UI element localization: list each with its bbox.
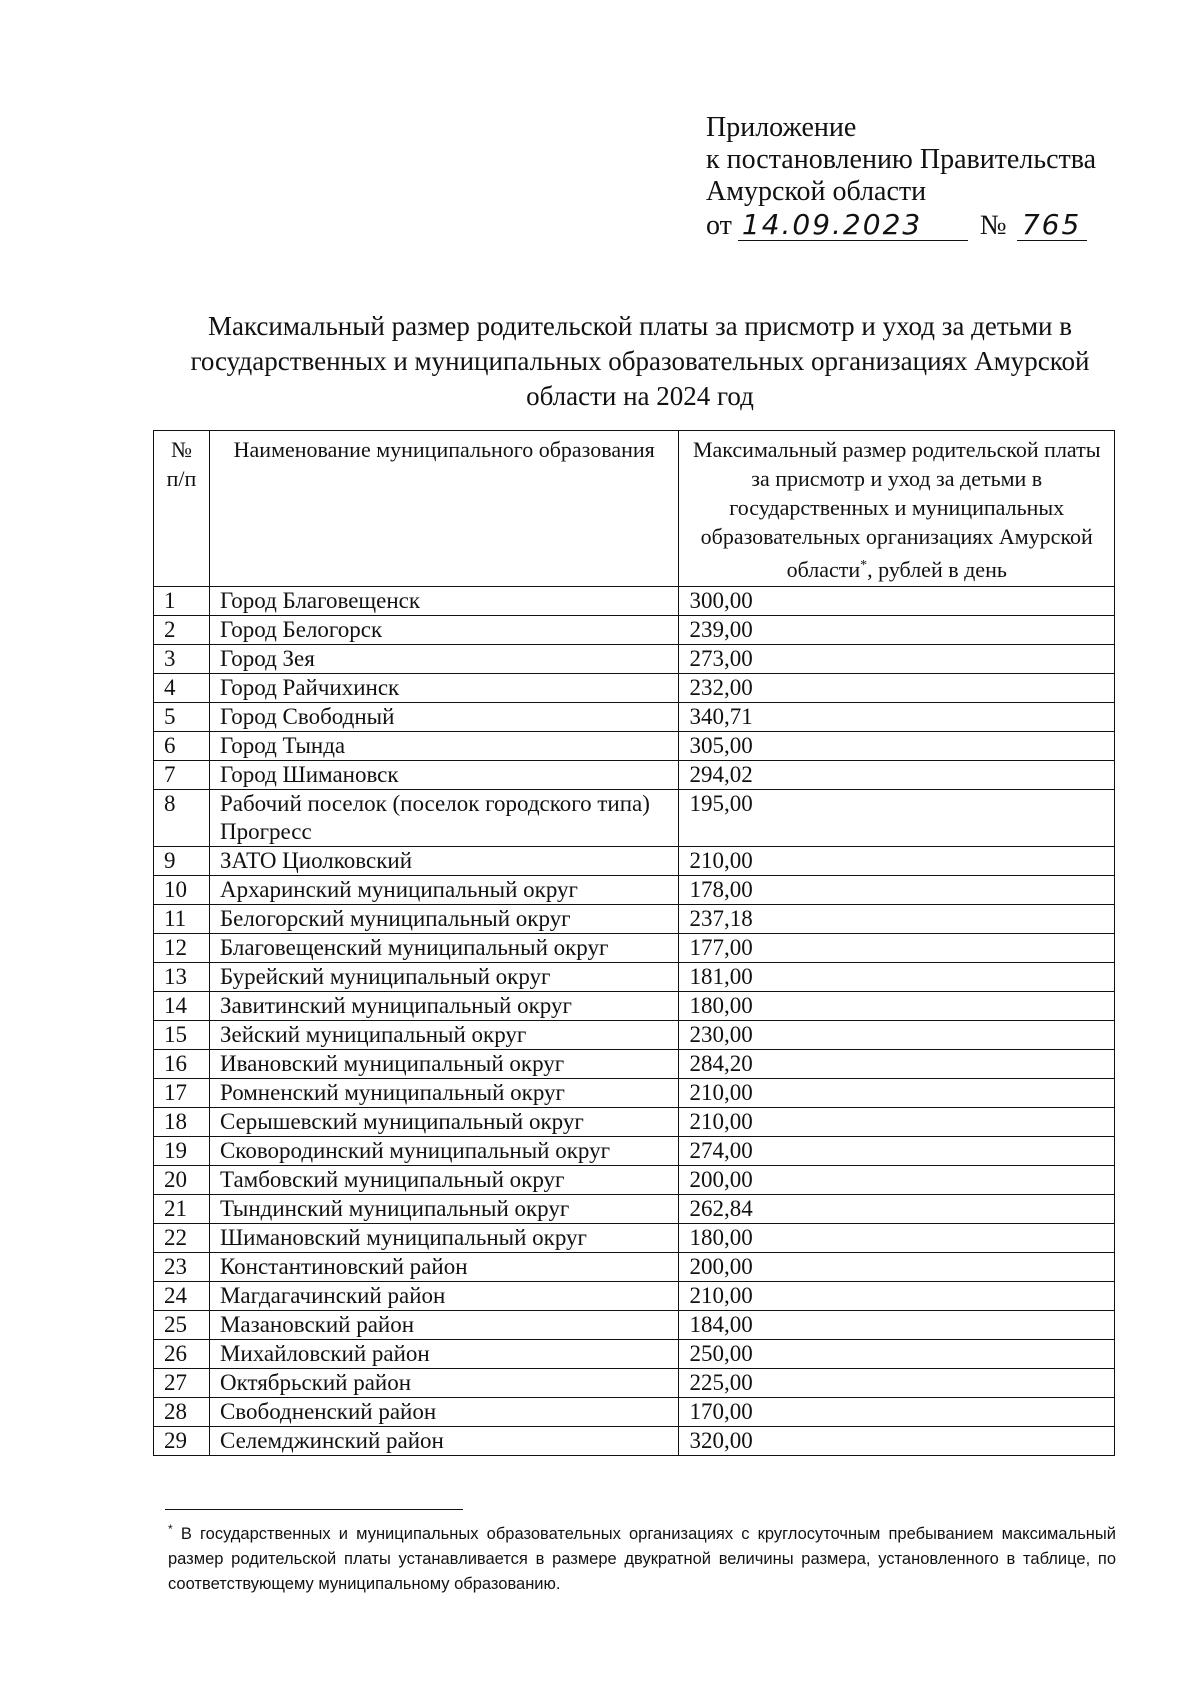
appendix-line-1: Приложение: [706, 112, 857, 143]
header-num: [154, 431, 210, 587]
table-row: [154, 587, 1115, 616]
cell-num: 11: [154, 905, 210, 934]
cell-fee: 320,00: [679, 1427, 1115, 1456]
cell-num: 24: [154, 1282, 210, 1311]
table-header-row: [154, 431, 1115, 587]
table-row: [154, 1137, 1115, 1166]
footnote-text: В государственных и муниципальных образовательных организациях с круглосуточным пребыванием максимальный размер родительской платы устанавливается в размере двукратной величины размера, установленного в таблице, по соответствующему муниципальному образованию.: [168, 1525, 1116, 1593]
cell-fee: 210,00: [679, 1079, 1115, 1108]
cell-num: 28: [154, 1398, 210, 1427]
cell-name: Ромненский муниципальный округ: [209, 1079, 679, 1108]
cell-name: Михайловский район: [209, 1340, 679, 1369]
table-row: [154, 1340, 1115, 1369]
cell-name: Город Шимановск: [209, 761, 679, 790]
cell-name: Серышевский муниципальный округ: [209, 1108, 679, 1137]
appendix-header: [706, 112, 1166, 242]
cell-name: Благовещенский муниципальный округ: [209, 934, 679, 963]
cell-fee: 178,00: [679, 876, 1115, 905]
cell-name: Зейский муниципальный округ: [209, 1021, 679, 1050]
cell-name: Октябрьский район: [209, 1369, 679, 1398]
table-row: [154, 761, 1115, 790]
table-row: [154, 934, 1115, 963]
header-fee: [679, 431, 1115, 587]
cell-num: 3: [154, 645, 210, 674]
cell-fee: 177,00: [679, 934, 1115, 963]
cell-name: Магдагачинский район: [209, 1282, 679, 1311]
cell-num: 29: [154, 1427, 210, 1456]
cell-num: 4: [154, 674, 210, 703]
table-row: [154, 1108, 1115, 1137]
table-row: [154, 674, 1115, 703]
table-row: [154, 1195, 1115, 1224]
cell-fee: 200,00: [679, 1253, 1115, 1282]
header-name-label: Наименование муниципального образования: [233, 437, 655, 462]
table-row: [154, 1369, 1115, 1398]
table-row: [154, 1079, 1115, 1108]
order-reference: [706, 210, 1166, 242]
cell-num: 14: [154, 992, 210, 1021]
table-row: [154, 616, 1115, 645]
cell-num: 13: [154, 963, 210, 992]
footnote: [168, 1517, 1116, 1597]
table-row: [154, 905, 1115, 934]
footnote-mark: *: [860, 558, 868, 573]
table-row: [154, 645, 1115, 674]
cell-name: Константиновский район: [209, 1253, 679, 1282]
cell-fee: 300,00: [679, 587, 1115, 616]
footnote-divider: [165, 1509, 463, 1510]
appendix-line-2: к постановлению Правительства: [706, 144, 1097, 175]
footnote-mark-bottom: *: [168, 1522, 173, 1536]
cell-fee: 273,00: [679, 645, 1115, 674]
table-row: [154, 1224, 1115, 1253]
cell-name: Свободненский район: [209, 1398, 679, 1427]
cell-num: 21: [154, 1195, 210, 1224]
cell-name: Ивановский муниципальный округ: [209, 1050, 679, 1079]
cell-num: 5: [154, 703, 210, 732]
cell-num: 12: [154, 934, 210, 963]
table-row: [154, 1427, 1115, 1456]
cell-name: Тындинский муниципальный округ: [209, 1195, 679, 1224]
cell-num: 15: [154, 1021, 210, 1050]
cell-fee: 225,00: [679, 1369, 1115, 1398]
document-title: Максимальный размер родительской платы за присмотр и уход за детьми в государственных и муниципальных образовательных организациях Амурской области на 2024 год: [190, 311, 1090, 411]
cell-num: 18: [154, 1108, 210, 1137]
cell-name: Селемджинский район: [209, 1427, 679, 1456]
table-row: [154, 1311, 1115, 1340]
cell-num: 2: [154, 616, 210, 645]
table-row: [154, 732, 1115, 761]
cell-fee: 200,00: [679, 1166, 1115, 1195]
cell-fee: 210,00: [679, 1108, 1115, 1137]
handwritten-number: 765: [1017, 210, 1087, 241]
cell-fee: 181,00: [679, 963, 1115, 992]
table-row: [154, 876, 1115, 905]
cell-num: 26: [154, 1340, 210, 1369]
handwritten-date: 14.09.2023: [738, 210, 968, 241]
cell-name: Мазановский район: [209, 1311, 679, 1340]
cell-name: Сковородинский муниципальный округ: [209, 1137, 679, 1166]
cell-name: Город Белогорск: [209, 616, 679, 645]
cell-fee: 340,71: [679, 703, 1115, 732]
cell-num: 8: [154, 790, 210, 847]
cell-num: 6: [154, 732, 210, 761]
date-prefix: от: [706, 210, 732, 241]
cell-name: Город Райчихинск: [209, 674, 679, 703]
cell-fee: 210,00: [679, 1282, 1115, 1311]
table-row: [154, 1282, 1115, 1311]
table-row: [154, 992, 1115, 1021]
cell-fee: 274,00: [679, 1137, 1115, 1166]
header-num-label: № п/п: [166, 437, 197, 491]
cell-name: Архаринский муниципальный округ: [209, 876, 679, 905]
table-row: [154, 1253, 1115, 1282]
cell-fee: 232,00: [679, 674, 1115, 703]
cell-num: 1: [154, 587, 210, 616]
appendix-line-3: Амурской области: [706, 176, 927, 207]
cell-name: Рабочий поселок (поселок городского типа) Прогресс: [209, 790, 679, 847]
cell-num: 19: [154, 1137, 210, 1166]
cell-fee: 294,02: [679, 761, 1115, 790]
cell-num: 20: [154, 1166, 210, 1195]
cell-fee: 284,20: [679, 1050, 1115, 1079]
cell-fee: 180,00: [679, 1224, 1115, 1253]
number-prefix: №: [979, 210, 1007, 241]
cell-name: Город Благовещенск: [209, 587, 679, 616]
cell-num: 16: [154, 1050, 210, 1079]
table-row: [154, 1398, 1115, 1427]
cell-name: Шимановский муниципальный округ: [209, 1224, 679, 1253]
cell-name: Тамбовский муниципальный округ: [209, 1166, 679, 1195]
cell-name: ЗАТО Циолковский: [209, 847, 679, 876]
cell-num: 9: [154, 847, 210, 876]
cell-fee: 239,00: [679, 616, 1115, 645]
table-row: [154, 963, 1115, 992]
cell-num: 23: [154, 1253, 210, 1282]
cell-num: 25: [154, 1311, 210, 1340]
table-row: [154, 1166, 1115, 1195]
cell-num: 27: [154, 1369, 210, 1398]
cell-fee: 237,18: [679, 905, 1115, 934]
table-row: [154, 847, 1115, 876]
cell-fee: 180,00: [679, 992, 1115, 1021]
cell-num: 22: [154, 1224, 210, 1253]
cell-fee: 184,00: [679, 1311, 1115, 1340]
table-row: [154, 1021, 1115, 1050]
cell-fee: 210,00: [679, 847, 1115, 876]
cell-fee: 305,00: [679, 732, 1115, 761]
table-row: [154, 1050, 1115, 1079]
cell-num: 10: [154, 876, 210, 905]
cell-num: 7: [154, 761, 210, 790]
cell-name: Город Свободный: [209, 703, 679, 732]
header-fee-label: Максимальный размер родительской платы за присмотр и уход за детьми в государственных и муниципальных образовательных организациях Амурской области: [692, 437, 1101, 582]
table-body: [154, 587, 1115, 1456]
cell-fee: 195,00: [679, 790, 1115, 847]
header-fee-unit: , рублей в день: [867, 557, 1007, 582]
cell-name: Завитинский муниципальный округ: [209, 992, 679, 1021]
cell-name: Бурейский муниципальный округ: [209, 963, 679, 992]
table-row: [154, 790, 1115, 847]
cell-fee: 170,00: [679, 1398, 1115, 1427]
cell-name: Город Тында: [209, 732, 679, 761]
cell-num: 17: [154, 1079, 210, 1108]
cell-name: Город Зея: [209, 645, 679, 674]
cell-fee: 262,84: [679, 1195, 1115, 1224]
cell-fee: 230,00: [679, 1021, 1115, 1050]
cell-fee: 250,00: [679, 1340, 1115, 1369]
header-name: [209, 431, 679, 587]
table-row: [154, 703, 1115, 732]
cell-name: Белогорский муниципальный округ: [209, 905, 679, 934]
fee-table: [153, 430, 1115, 1456]
